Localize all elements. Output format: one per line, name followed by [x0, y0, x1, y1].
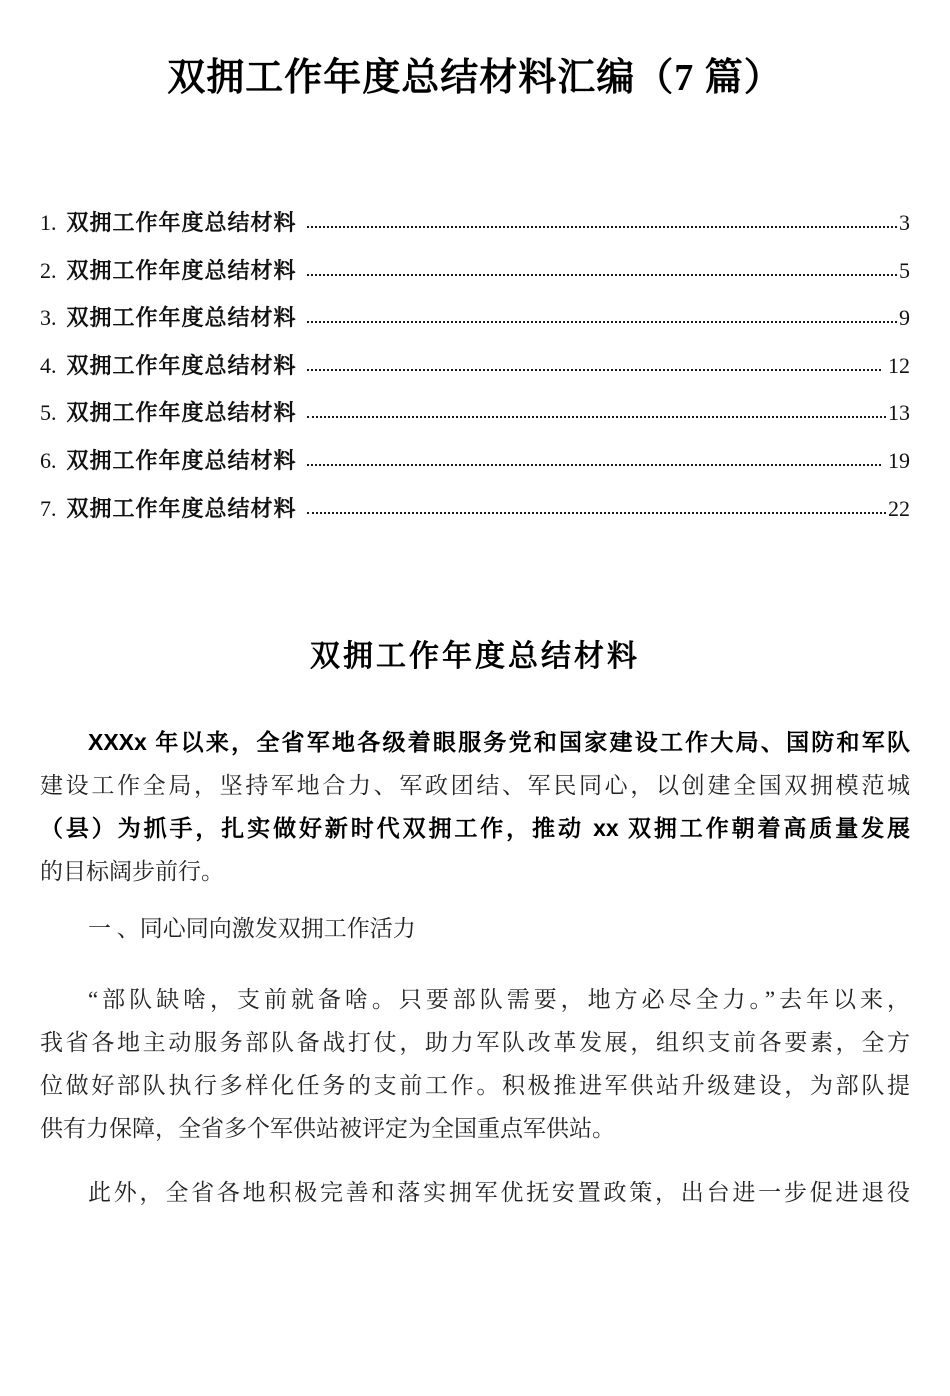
toc-entry-label: 双拥工作年度总结材料	[66, 495, 297, 521]
toc-entry-label: 双拥工作年度总结材料	[66, 305, 297, 331]
toc-entry-page: 12	[882, 352, 910, 378]
toc-dot-leader	[307, 226, 897, 228]
toc-entry[interactable]	[40, 254, 910, 302]
paragraph	[40, 721, 910, 893]
toc-dot-leader	[307, 512, 886, 514]
toc-entry-page: 5	[899, 257, 910, 283]
paragraph-line: （县）为抓手，扎实做好新时代双拥工作，推动 xx 双拥工作朝着高质量发展	[40, 815, 910, 842]
paragraph	[40, 978, 910, 1150]
toc-entry-number: 5.	[40, 400, 57, 426]
toc-entry-label: 双拥工作年度总结材料	[66, 352, 297, 378]
section-heading: 双拥工作年度总结材料	[310, 640, 640, 674]
document-page	[0, 52, 950, 1396]
table-of-contents	[40, 206, 910, 539]
toc-entry-number: 3.	[40, 305, 57, 331]
toc-entry-page: 3	[899, 210, 910, 235]
toc-entry-label: 双拥工作年度总结材料	[66, 400, 297, 426]
paragraph-line: 供有力保障，全省多个军供站被评定为全国重点军供站。	[40, 1116, 615, 1142]
document-title: 双拥工作年度总结材料汇编（7 篇）	[167, 57, 783, 99]
toc-entry-number: 7.	[40, 495, 57, 521]
toc-entry[interactable]	[40, 301, 910, 349]
paragraph-line: XXXx 年以来，全省军地各级着眼服务党和国家建设工作大局、国防和军队	[88, 729, 910, 756]
toc-dot-leader	[307, 416, 886, 418]
toc-entry-page: 19	[882, 447, 910, 473]
toc-dot-leader	[307, 369, 881, 371]
toc-entry-label: 双拥工作年度总结材料	[66, 447, 297, 473]
paragraph-line: 建设工作全局，坚持军地合力、军政团结、军民同心，以创建全国双拥模范城	[40, 773, 910, 799]
toc-entry[interactable]	[40, 349, 910, 397]
toc-entry-number: 4.	[40, 352, 57, 378]
toc-entry-page: 13	[888, 400, 910, 426]
toc-entry-page: 22	[888, 495, 910, 521]
toc-entry[interactable]	[40, 396, 910, 444]
toc-entry[interactable]	[40, 492, 910, 540]
toc-entry-number: 1.	[40, 210, 57, 235]
subsection-heading: 一 、同心同向激发双拥工作活力	[88, 916, 416, 942]
paragraph-line: 位做好部队执行多样化任务的支前工作。积极推进军供站升级建设，为部队提	[40, 1073, 910, 1099]
paragraph	[40, 1171, 910, 1214]
toc-entry-page: 9	[899, 305, 910, 331]
toc-dot-leader	[307, 274, 897, 276]
toc-entry-label: 双拥工作年度总结材料	[66, 210, 297, 235]
toc-dot-leader	[307, 321, 897, 323]
paragraph-line: 的目标阔步前行。	[40, 859, 224, 885]
toc-entry[interactable]	[40, 206, 910, 254]
paragraph-line: 此外，全省各地积极完善和落实拥军优抚安置政策，出台进一步促进退役	[88, 1180, 910, 1206]
toc-entry-number: 6.	[40, 447, 57, 473]
toc-entry-number: 2.	[40, 257, 57, 283]
paragraph-line: 我省各地主动服务部队备战打仗，助力军队改革发展，组织支前各要素，全方	[40, 1030, 910, 1056]
toc-entry-label: 双拥工作年度总结材料	[66, 257, 297, 283]
toc-dot-leader	[307, 464, 881, 466]
toc-entry[interactable]	[40, 444, 910, 492]
paragraph-line: “部队缺啥，支前就备啥。只要部队需要，地方必尽全力。”去年以来，	[88, 987, 910, 1013]
